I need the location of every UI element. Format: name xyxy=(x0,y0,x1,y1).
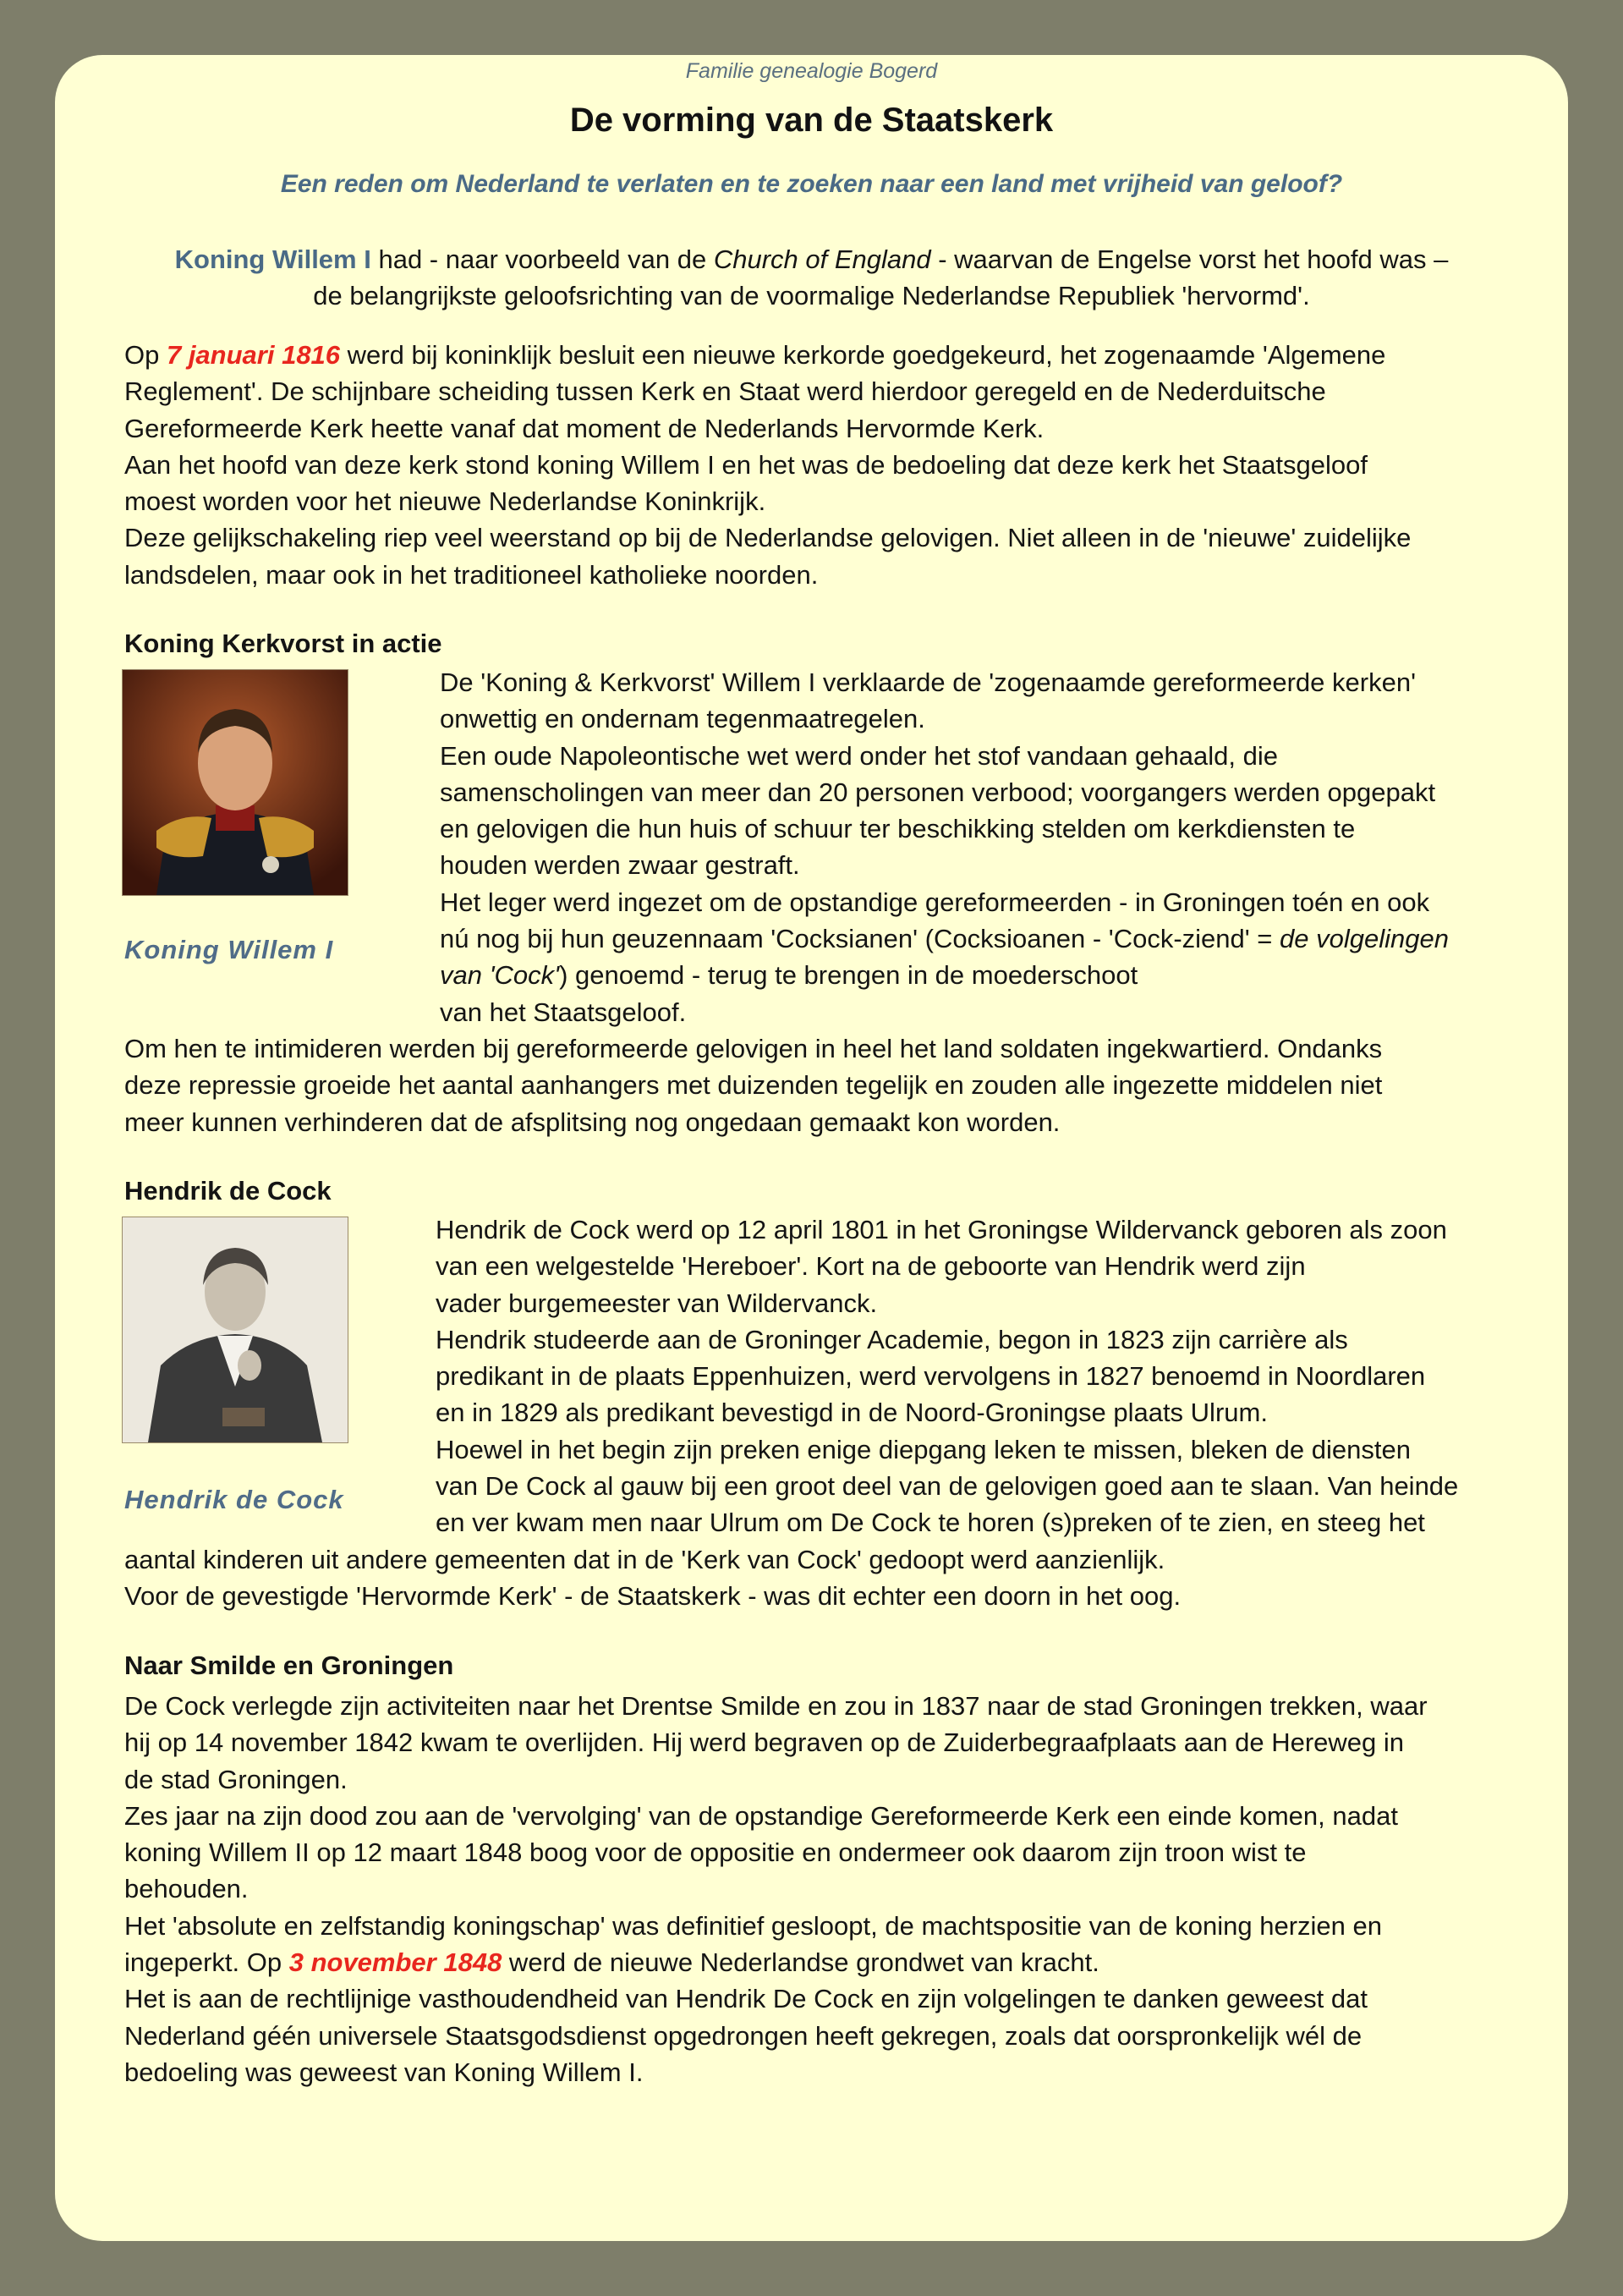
intro-paragraph xyxy=(123,241,1500,314)
text-line: Zes jaar na zijn dood zou aan de 'vervolging' van de opstandige Gereformeerde Kerk een einde komen, nadat xyxy=(124,1800,1398,1831)
emphasis: de volgelingen xyxy=(1280,924,1449,954)
section-heading-kerkvorst: Koning Kerkvorst in actie xyxy=(124,629,442,658)
caption-willem-i: Koning Willem I xyxy=(124,935,334,964)
date-highlight: 3 november 1848 xyxy=(288,1947,502,1978)
text-line: Hoewel in het begin zijn preken enige diepgang leken te missen, bleken de diensten xyxy=(436,1434,1411,1464)
text-line: houden werden zwaar gestraft. xyxy=(440,850,800,881)
text-span: werd de nieuwe Nederlandse grondwet van kracht. xyxy=(502,1947,1099,1978)
text-line: van een welgestelde 'Hereboer'. Kort na de geboorte van Hendrik werd zijn xyxy=(436,1251,1306,1282)
text-line: van het Staatsgeloof. xyxy=(440,997,687,1027)
text-line: bedoeling was geweest van Koning Willem I. xyxy=(124,2057,644,2087)
text-line: Voor de gevestigde 'Hervormde Kerk' - de Staatskerk - was dit echter een doorn in het oog. xyxy=(124,1581,1182,1612)
page-card xyxy=(55,55,1568,2241)
paragraph-kerk-van-cock xyxy=(124,1541,1181,1615)
intro-text: - waarvan de Engelse vorst het hoofd was – xyxy=(930,244,1449,274)
text-span: nú nog bij hun geuzennaam 'Cocksianen' (Cocksioanen - 'Cock-ziend' = xyxy=(440,924,1280,954)
text-line: predikant in de plaats Eppenhuizen, werd vervolgens in 1827 benoemd in Noordlaren xyxy=(436,1361,1426,1392)
text-line: Nederland géén universele Staatsgodsdienst opgedrongen heeft gekregen, zoals dat oorspronkelijk wél de xyxy=(124,2020,1363,2051)
paragraph-smilde xyxy=(124,1688,1428,2090)
text-span: ) genoemd - terug te brengen in de moederschoot xyxy=(559,960,1138,991)
text-line: Reglement'. De schijnbare scheiding tussen Kerk en Staat werd hierdoor geregeld en de Nederduitsche xyxy=(124,376,1326,407)
text-span: ingeperkt. Op xyxy=(124,1947,289,1978)
text-line: Het is aan de rechtlijnige vasthoudendheid van Hendrik De Cock en zijn volgelingen te danken geweest dat xyxy=(124,1984,1368,2014)
text-line: De Cock verlegde zijn activiteiten naar het Drentse Smilde en zou in 1837 naar de stad Groningen trekken, waar xyxy=(124,1691,1428,1721)
intro-king: Koning Willem I xyxy=(174,244,371,274)
portrait-hendrik-de-cock xyxy=(122,1217,348,1443)
text-span: werd bij koninklijk besluit een nieuwe kerkorde goedgekeurd, het zogenaamde 'Algemene xyxy=(340,340,1386,370)
text-line: landsdelen, maar ook in het traditioneel katholieke noorden. xyxy=(124,559,819,590)
text-line: Gereformeerde Kerk heette vanaf dat moment de Nederlands Hervormde Kerk. xyxy=(124,413,1045,443)
page-title: De vorming van de Staatskerk xyxy=(569,102,1054,139)
caption-hendrik-de-cock: Hendrik de Cock xyxy=(124,1485,344,1514)
text-line: De 'Koning & Kerkvorst' Willem I verklaarde de 'zogenaamde gereformeerde kerken' xyxy=(440,667,1416,697)
text-line: Hendrik de Cock werd op 12 april 1801 in het Groningse Wildervanck geboren als zoon xyxy=(436,1215,1447,1244)
text-line: Het leger werd ingezet om de opstandige gereformeerden - in Groningen toén en ook xyxy=(440,887,1430,917)
text-line: Aan het hoofd van deze kerk stond koning Willem I en het was de bedoeling dat deze kerk het Staatsgeloof xyxy=(124,449,1368,480)
text-line: behouden. xyxy=(124,1874,249,1904)
text-line: Deze gelijkschakeling riep veel weerstand op bij de Nederlandse gelovigen. Niet alleen in de 'nieuwe' zuidelijke xyxy=(124,523,1412,553)
date-highlight: 7 januari 1816 xyxy=(166,340,341,370)
text-line: en gelovigen die hun huis of schuur ter beschikking stelden om kerkdiensten te xyxy=(440,814,1356,844)
text-span: Op xyxy=(124,340,167,370)
intro-text: had - naar voorbeeld van de xyxy=(370,244,714,274)
intro-church: Church of England xyxy=(713,244,931,274)
text-line: de stad Groningen. xyxy=(124,1764,348,1794)
text-line: van De Cock al gauw bij een groot deel van de gelovigen goed aan te slaan. Van heinde xyxy=(436,1471,1459,1502)
site-header: Familie genealogie Bogerd xyxy=(685,59,938,83)
text-line: samenscholingen van meer dan 20 personen verbood; voorgangers werden opgepakt xyxy=(440,777,1436,807)
text-line: moest worden voor het nieuwe Nederlandse Koninkrijk. xyxy=(124,486,766,517)
emphasis: van 'Cock' xyxy=(440,960,560,991)
text-line: Om hen te intimideren werden bij gereformeerde gelovigen in heel het land soldaten ingekwartierd. Ondanks xyxy=(124,1034,1383,1063)
section-heading-smilde: Naar Smilde en Groningen xyxy=(124,1651,454,1680)
text-line: vader burgemeester van Wildervanck. xyxy=(436,1288,878,1318)
text-line: en in 1829 als predikant bevestigd in de Noord-Groningse plaats Ulrum. xyxy=(436,1398,1268,1428)
text-line: koning Willem II op 12 maart 1848 boog voor de oppositie en ondermeer ook daarom zijn troon wist te xyxy=(124,1837,1307,1868)
portrait-willem-i xyxy=(122,669,348,896)
paragraph-repressie xyxy=(124,1030,1382,1140)
paragraph-staatskerk xyxy=(124,337,1411,593)
text-line: aantal kinderen uit andere gemeenten dat in de 'Kerk van Cock' gedoopt werd aanzienlijk. xyxy=(124,1545,1165,1574)
text-line: Hendrik studeerde aan de Groninger Academie, begon in 1823 zijn carrière als xyxy=(436,1324,1348,1354)
page-subtitle: Een reden om Nederland te verlaten en te zoeken naar een land met vrijheid van geloof? xyxy=(280,170,1343,198)
text-line: Het 'absolute en zelfstandig koningschap' was definitief gesloopt, de machtspositie van de koning herzien en xyxy=(124,1910,1383,1941)
text-line: onwettig en ondernam tegenmaatregelen. xyxy=(440,704,925,734)
text-line: meer kunnen verhinderen dat de afsplitsing nog ongedaan gemaakt kon worden. xyxy=(124,1107,1061,1137)
text-line: en ver kwam men naar Ulrum om De Cock te horen (s)preken of te zien, en steeg het xyxy=(436,1508,1425,1538)
paragraph-kerkvorst xyxy=(440,664,1449,1030)
text-line: hij op 14 november 1842 kwam te overlijden. Hij werd begraven op de Zuiderbegraafplaats aan de Hereweg in xyxy=(124,1727,1405,1758)
section-heading-de-cock: Hendrik de Cock xyxy=(124,1176,332,1206)
paragraph-de-cock xyxy=(436,1211,1458,1541)
text-line: deze repressie groeide het aantal aanhangers met duizenden tegelijk en zouden alle ingezette middelen niet xyxy=(124,1070,1383,1101)
intro-line: de belangrijkste geloofsrichting van de voormalige Nederlandse Republiek 'hervormd'. xyxy=(313,281,1310,310)
text-line: Een oude Napoleontische wet werd onder het stof vandaan gehaald, die xyxy=(440,740,1278,771)
